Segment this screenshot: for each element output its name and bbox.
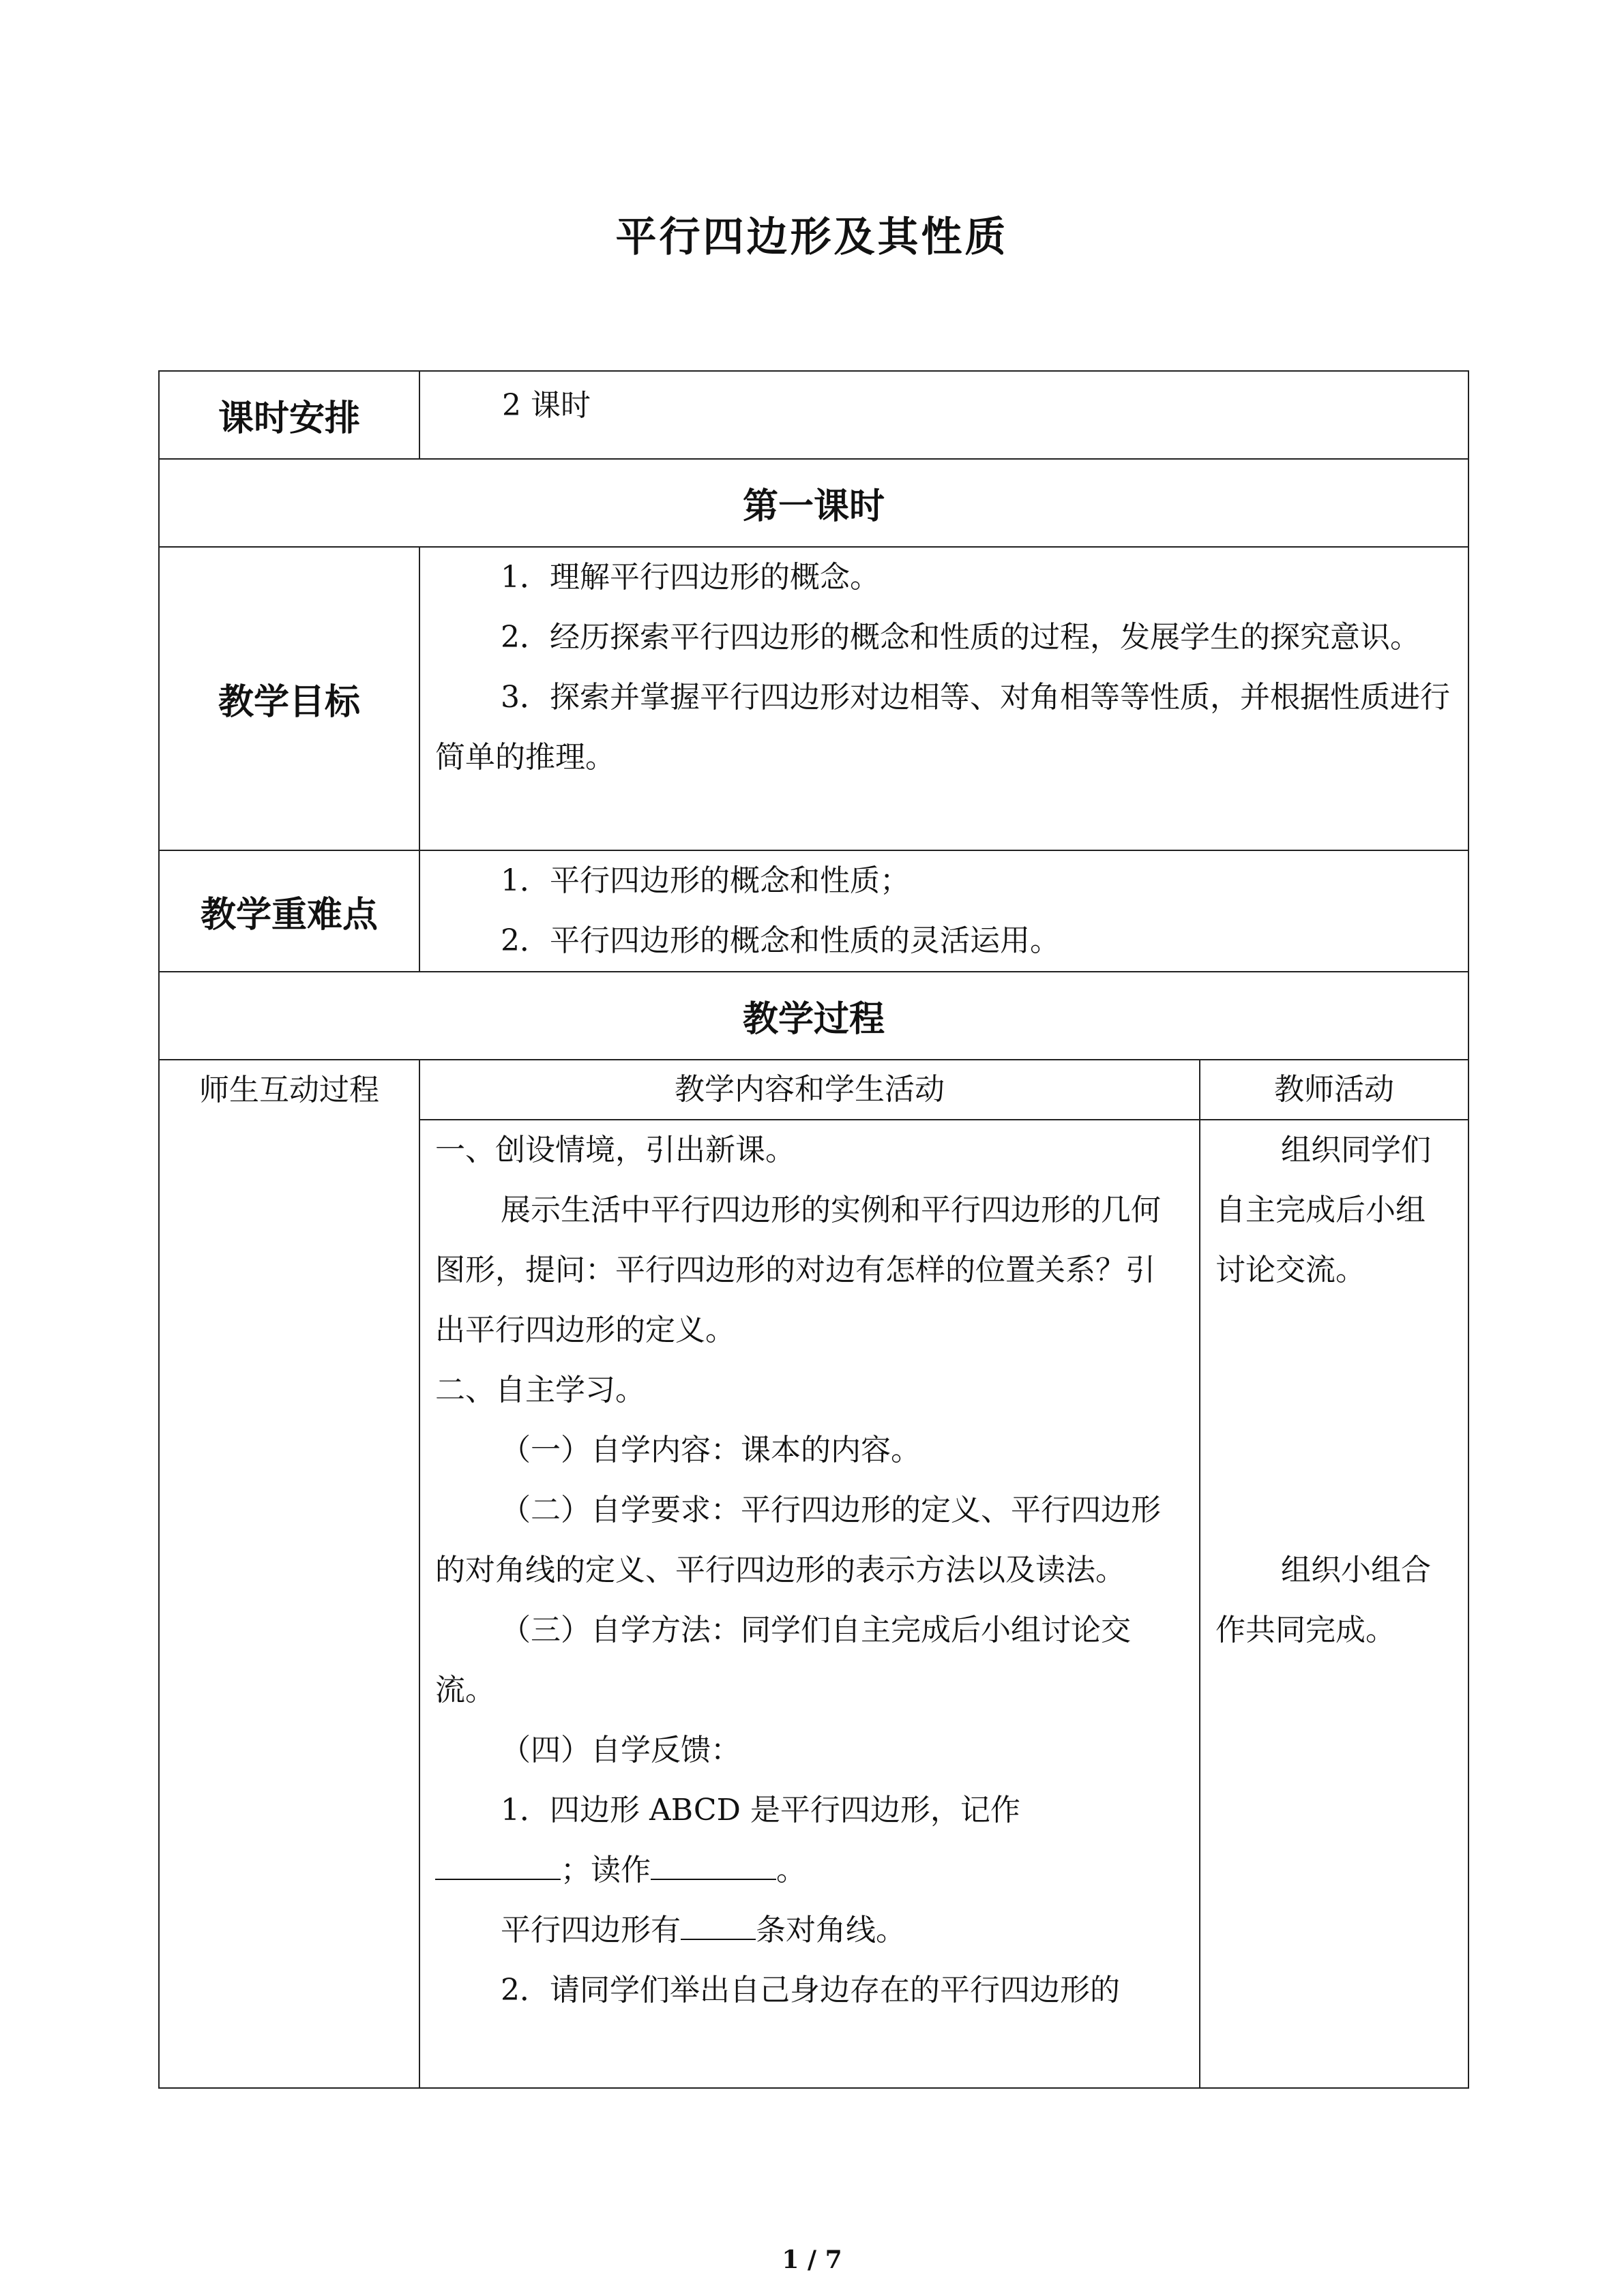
col-header-content: 教学内容和学生活动 — [419, 1060, 1200, 1120]
exercise-2: 2．请同学们举出自己身边存在的平行四边形的 — [501, 1973, 1120, 2008]
section2-heading: 教学过程 — [159, 972, 1468, 1060]
paragraph: 展示生活中平行四边形的实例和平行四边形的几何图形，提问：平行四边形的对边有怎样的位置关系？引出平行四边形的定义。 — [435, 1193, 1161, 1347]
paragraph: （二）自学要求：平行四边形的定义、平行四边形的对角线的定义、平行四边形的表示方法以及读法。 — [435, 1493, 1161, 1587]
teacher-cell — [1200, 1120, 1468, 2088]
blank-reading[interactable] — [651, 1851, 776, 1880]
paragraph: （三）自学方法：同学们自主完成后小组讨论交流。 — [435, 1613, 1131, 1708]
paragraph: （一）自学内容：课本的内容。 — [501, 1433, 921, 1467]
exercise-1-diagonals — [435, 1900, 1181, 1960]
teacher-activity-2: 组织小组合作共同完成。 — [1215, 1553, 1431, 1648]
exercise-1-read: ；读作 — [561, 1853, 651, 1888]
goal-item: 1．理解平行四边形的概念。 — [501, 560, 880, 595]
arrangement-value: 2 课时 — [419, 371, 1468, 459]
col-header-teacher: 教师活动 — [1200, 1060, 1468, 1120]
exercise-1 — [435, 1780, 1181, 1900]
goals-cell — [419, 547, 1468, 850]
keypoint-item: 2．平行四边形的概念和性质的灵活运用。 — [501, 923, 1060, 958]
document-title: 平行四边形及其性质 — [615, 213, 1009, 261]
goals-label: 教学目标 — [159, 547, 419, 850]
row-col-headers — [159, 1060, 1468, 1120]
row-arrangement — [159, 371, 1468, 459]
exercise-1-text: 1．四边形 ABCD 是平行四边形，记作 — [501, 1793, 1020, 1828]
diagonals-text-post: 条对角线。 — [756, 1913, 906, 1948]
exercise-1-end: 。 — [776, 1853, 806, 1888]
row-goals — [159, 547, 1468, 850]
teacher-activity-1: 组织同学们自主完成后小组讨论交流。 — [1215, 1133, 1431, 1287]
goal-item: 3．探索并掌握平行四边形对边相等、对角相等等性质，并根据性质进行简单的推理。 — [435, 680, 1450, 775]
keypoint-item: 1．平行四边形的概念和性质； — [501, 863, 910, 898]
arrangement-label: 课时安排 — [159, 371, 419, 459]
keypoints-label: 教学重难点 — [159, 850, 419, 972]
row-section2 — [159, 972, 1468, 1060]
goal-item: 2．经历探索平行四边形的概念和性质的过程，发展学生的探究意识。 — [501, 620, 1420, 655]
blank-notation[interactable] — [435, 1851, 561, 1880]
row-keypoints — [159, 850, 1468, 972]
section-title: 二、自主学习。 — [435, 1373, 645, 1407]
diagonals-text-pre: 平行四边形有 — [501, 1913, 681, 1948]
lesson-plan-table — [158, 370, 1469, 2089]
row-section1 — [159, 459, 1468, 547]
section-title: 一、创设情境，引出新课。 — [435, 1133, 795, 1167]
section1-heading: 第一课时 — [159, 459, 1468, 547]
blank-diagonals[interactable] — [681, 1911, 756, 1940]
page-number: 1 / 7 — [782, 2246, 842, 2274]
col-header-interaction: 师生互动过程 — [159, 1060, 419, 2088]
paragraph: （四）自学反馈： — [501, 1733, 741, 1768]
keypoints-cell — [419, 850, 1468, 972]
content-cell — [419, 1120, 1200, 2088]
